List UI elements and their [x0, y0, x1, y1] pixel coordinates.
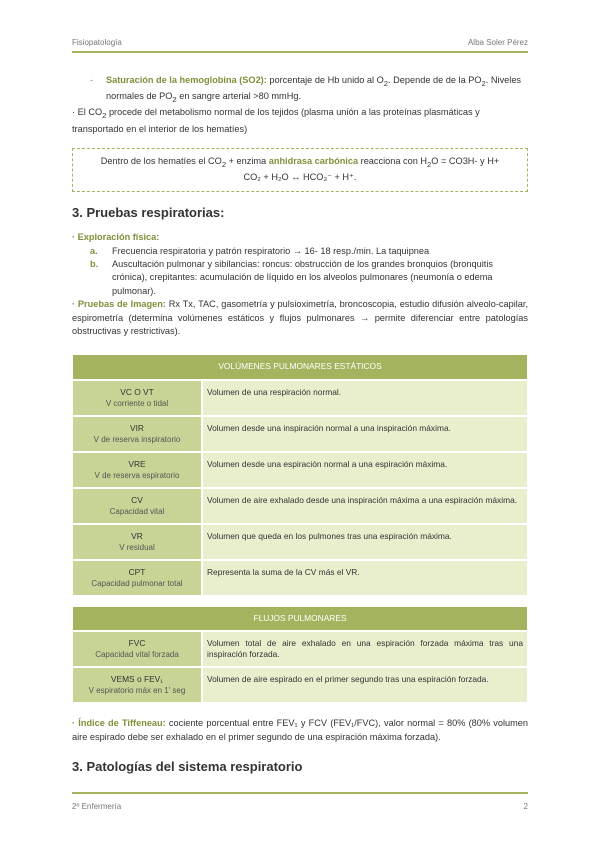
table-row: VC O VT V corriente o tidal Volumen de una respiración normal. [72, 380, 528, 416]
table-row: VIR V de reserva inspiratorio Volumen desde una inspiración normal a una inspiración máxima. [72, 416, 528, 452]
pulmonary-flows-table [72, 606, 528, 703]
exploracion-label: · Exploración física: [72, 232, 160, 243]
footer-rule [72, 792, 528, 794]
section-heading-pruebas: 3. Pruebas respiratorias: [72, 204, 225, 220]
header-rule [72, 51, 528, 53]
tiffeneau-paragraph: · Índice de Tiffeneau: cociente porcentual entre FEV₁ y FCV (FEV₁/FVC), valor normal = 80% (80% volumen aire espirado debe ser exhalado en el primer segundo de una espiración máxima forzada). [72, 718, 529, 742]
table-title: FLUJOS PULMONARES [72, 606, 528, 631]
table-row: CPT Capacidad pulmonar total Representa la suma de la CV más el VR. [72, 560, 528, 596]
footer-left: 2º Enfermería [72, 802, 122, 811]
co2-paragraph: · El $CO_2$ procede del metabolismo normal de los tejidos (plasma unión a las proteínas plasmáticas y transportado en el interior de los hematíes) [72, 107, 480, 134]
saturation-label: Saturación de la hemoglobina (SO2): [106, 75, 267, 85]
saturation-item: - Saturación de la hemoglobina (SO2): porcentaje de Hb unido al $O_2$. Depende de de la $PO_2$. Niveles normales de $PO_2$ en sangre arterial >80 mmHg. [90, 75, 522, 105]
page-content [72, 74, 528, 773]
page-number: 2 [523, 802, 528, 811]
header-left: Fisiopatología [72, 38, 122, 47]
page-footer [72, 802, 528, 811]
table-row: CV Capacidad vital Volumen de aire exhalado desde una inspiración máxima a una espiración máxima. [72, 488, 528, 524]
static-volumes-table [72, 354, 528, 595]
list-item: a. Frecuencia respiratoria y patrón respiratorio → 16- 18 resp./min. La taquipnea [90, 245, 430, 256]
table-row: FVC Capacidad vital forzada Volumen total de aire exhalado en una espiración forzada máxima tras una inspiración forzada. [72, 631, 528, 667]
reaction-box: Dentro de los hematíes el $CO_2$ + enzima anhidrasa carbónica reacciona con $H_2O = CO3H-$ y H+ CO₂ + H₂O ↔ HCO₃⁻ + H⁺. [72, 148, 528, 192]
page-header [72, 38, 528, 47]
imagen-paragraph: · Pruebas de Imagen: Rx Tx, TAC, gasometría y pulsioximetría, broncoscopia, estudio difusión alveolo-capilar, espirometría (determina volúmenes estáticos y flujos pulmonares → permite diferenciar entre patologías obstructivas y restrictivas). [72, 299, 528, 336]
reaction-equation: CO₂ + H₂O ↔ HCO₃⁻ + H⁺. [243, 172, 357, 183]
table-title: VOLÚMENES PULMONARES ESTÁTICOS [72, 354, 528, 379]
table-row: VR V residual Volumen que queda en los pulmones tras una espiración máxima. [72, 524, 528, 560]
section-heading-patologias: 3. Patologías del sistema respiratorio [72, 759, 303, 775]
table-row: VEMS o FEV₁ V espiratorio máx en 1’ seg Volumen de aire espirado en el primer segundo tras una espiración forzada. [72, 667, 528, 703]
header-right: Alba Soler Pérez [467, 38, 528, 47]
table-row: VRE V de reserva espiratorio Volumen desde una espiración normal a una espiración máxima. [72, 452, 528, 488]
list-item: b. Auscultación pulmonar y sibilancias: roncus: obstrucción de los grandes bronquios (bronquitis crónica), crepitantes: acumulación de líquido en los alveolos pulmonares (neumonía o edema pulmonar). [90, 258, 493, 296]
